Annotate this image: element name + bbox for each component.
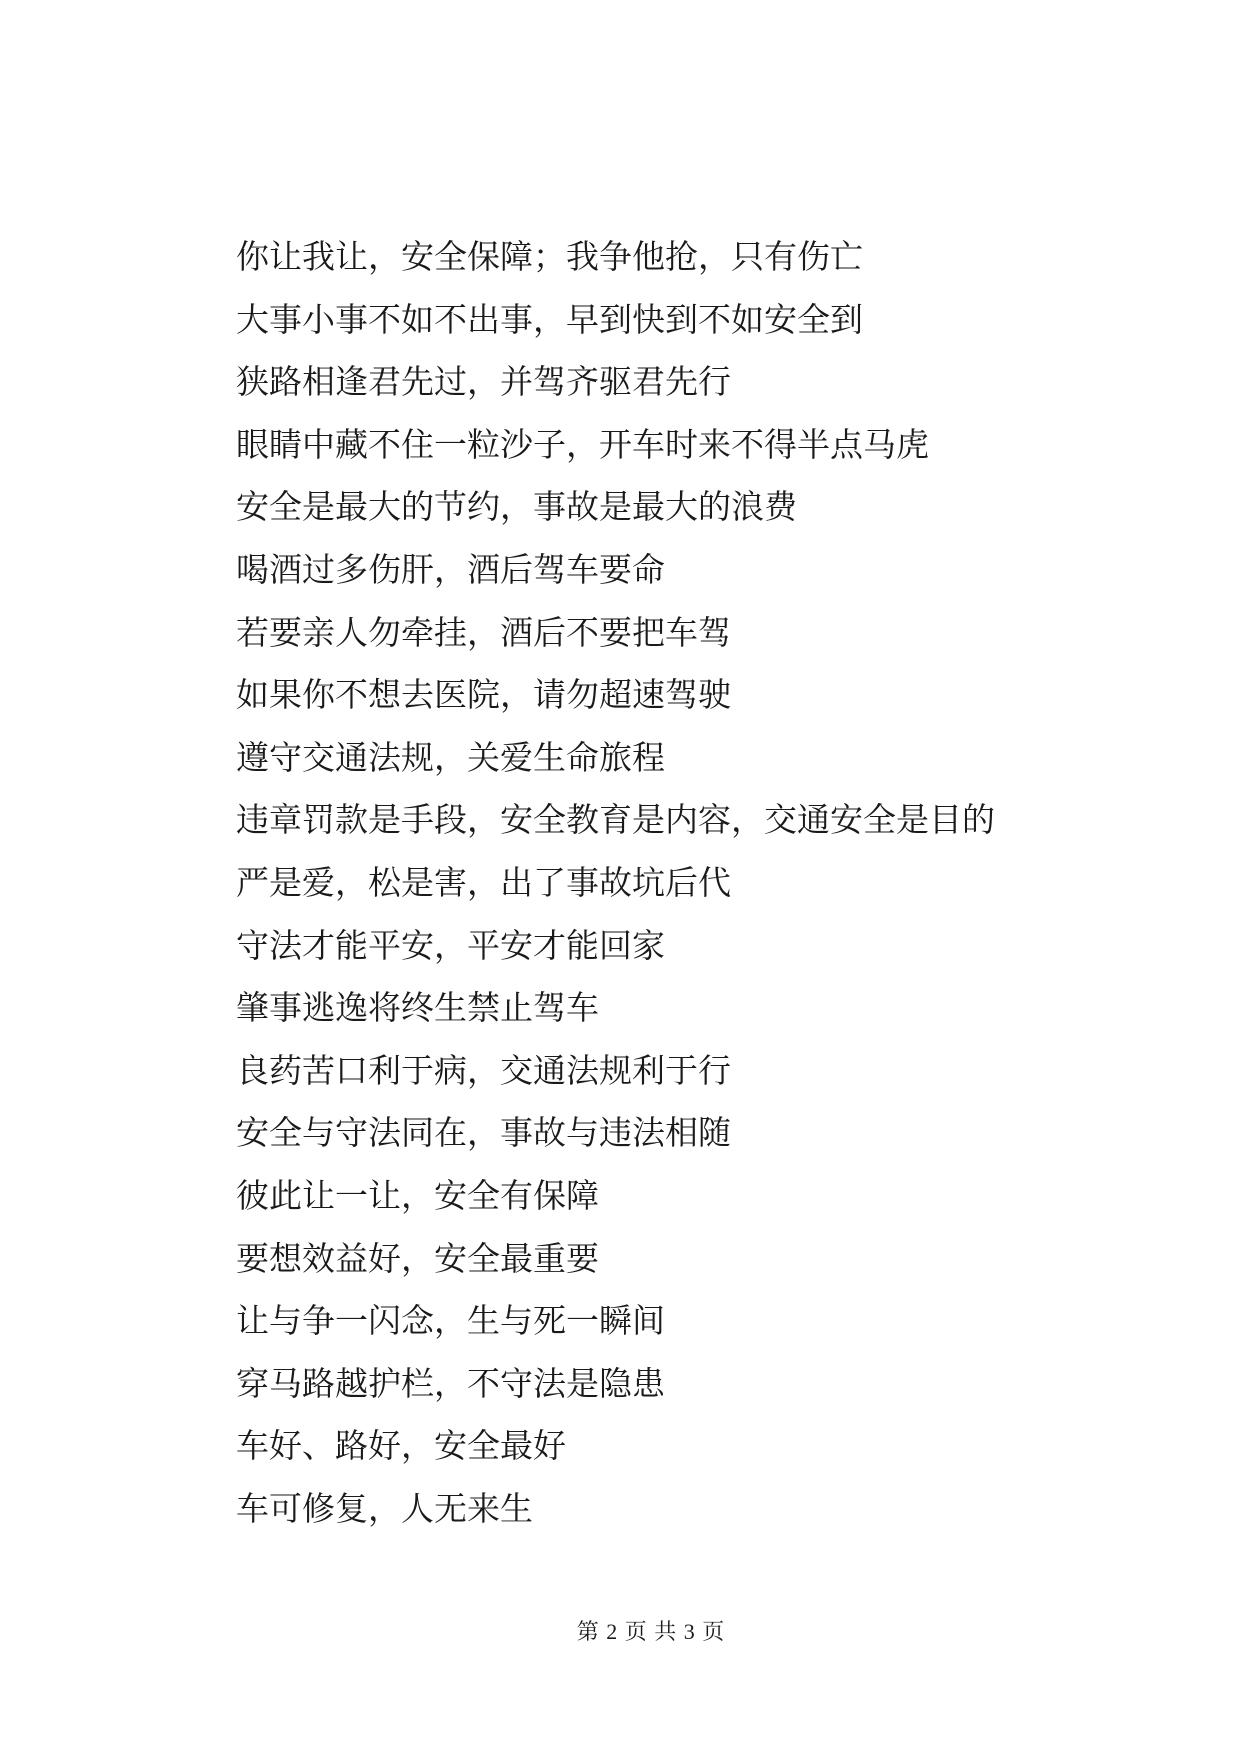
slogan-line: 要想效益好，安全最重要 — [236, 1241, 599, 1278]
slogan-line: 眼睛中藏不住一粒沙子，开车时来不得半点马虎 — [236, 427, 929, 464]
slogan-line: 大事小事不如不出事，早到快到不如安全到 — [236, 302, 863, 339]
slogan-line: 肇事逃逸将终生禁止驾车 — [236, 991, 599, 1028]
slogan-line: 狭路相逢君先过，并驾齐驱君先行 — [236, 365, 731, 402]
slogan-line: 守法才能平安，平安才能回家 — [236, 928, 665, 965]
slogan-line: 让与争一闪念，生与死一瞬间 — [236, 1304, 665, 1341]
slogan-line: 喝酒过多伤肝，酒后驾车要命 — [236, 552, 665, 589]
slogan-line: 违章罚款是手段，安全教育是内容，交通安全是目的 — [236, 803, 995, 840]
slogan-line: 严是爱，松是害，出了事故坑后代 — [236, 865, 731, 902]
slogan-line: 如果你不想去医院，请勿超速驾驶 — [236, 678, 731, 715]
slogan-line: 良药苦口利于病，交通法规利于行 — [236, 1053, 731, 1090]
slogan-line: 彼此让一让，安全有保障 — [236, 1178, 599, 1215]
body-text — [236, 227, 1141, 1541]
slogan-line: 安全是最大的节约，事故是最大的浪费 — [236, 490, 797, 527]
slogan-line: 若要亲人勿牵挂，酒后不要把车驾 — [236, 615, 731, 652]
page-number-footer: 第 2 页 共 3 页 — [576, 1619, 726, 1644]
slogan-line: 你让我让，安全保障；我争他抢，只有伤亡 — [236, 240, 863, 276]
slogan-line: 车好、路好，安全最好 — [236, 1429, 566, 1466]
slogan-line: 车可修复，人无来生 — [236, 1491, 533, 1528]
slogan-line: 穿马路越护栏，不守法是隐患 — [236, 1366, 665, 1403]
slogan-line: 安全与守法同在，事故与违法相随 — [236, 1116, 731, 1153]
slogan-line: 遵守交通法规，关爱生命旅程 — [236, 740, 665, 777]
